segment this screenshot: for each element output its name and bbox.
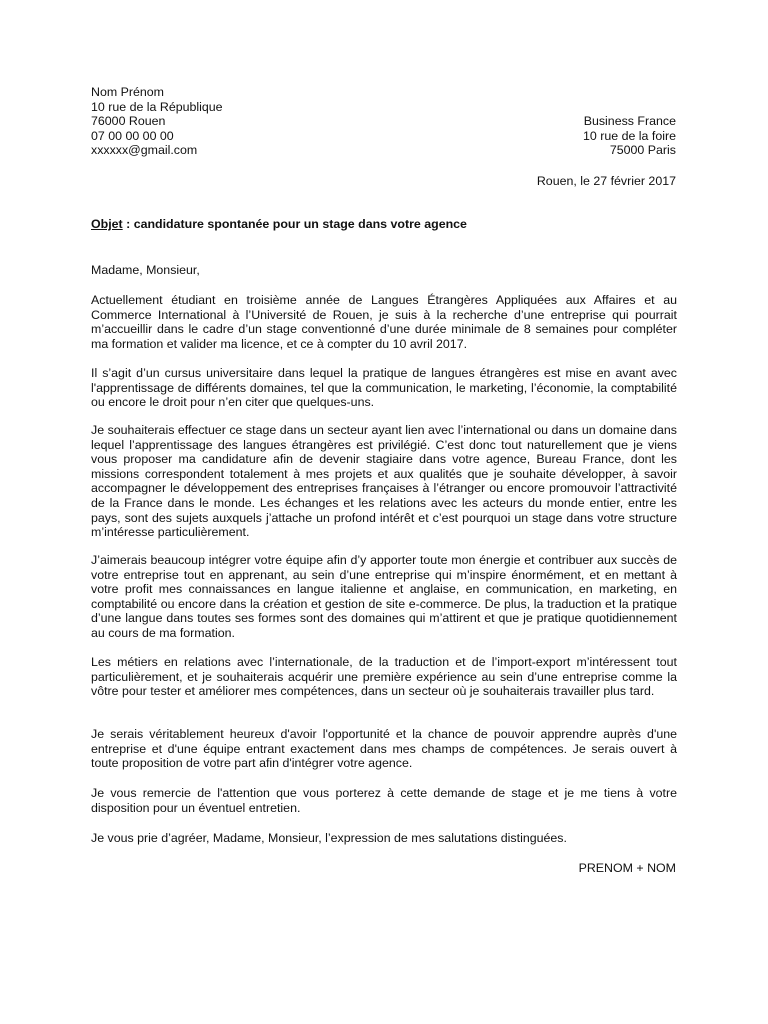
subject-line xyxy=(91,217,467,232)
body-paragraph xyxy=(91,423,677,540)
subject-text: candidature spontanée pour un stage dans votre agence xyxy=(133,217,467,231)
subject-label: Objet xyxy=(91,217,123,231)
sender-email: xxxxxx@gmail.com xyxy=(91,143,198,158)
sender-phone: 07 00 00 00 00 xyxy=(91,128,174,143)
paragraph-text: Les métiers en relations avec l’internationale, de la traduction et de l’import-export m’intéressent tout particulièrement, et je souhaiterais acquérir une première expérience au sein d’une entreprise comme la vôtre pour tester et améliorer mes compétences, dans un secteur où je souhaiterais travailler plus tard. xyxy=(91,655,677,699)
salutation: Madame, Monsieur, xyxy=(91,263,200,277)
body-paragraph xyxy=(91,293,677,351)
paragraph-text: Il s’agit d’un cursus universitaire dans lequel la pratique de langues étrangères est mise en avant avec l'apprentissage de différents domaines, tel que la communication, le marketing, l’économie, la comptabilité ou encore le droit pour n’en citer que quelques-uns. xyxy=(91,366,677,410)
recipient-name: Business France xyxy=(583,114,676,128)
recipient-city: 75000 Paris xyxy=(609,143,676,158)
body-paragraph xyxy=(91,786,677,815)
body-paragraph xyxy=(91,655,677,699)
recipient-address-block xyxy=(583,114,676,158)
sender-address-block xyxy=(91,85,223,158)
paragraph-text: J’aimerais beaucoup intégrer votre équipe afin d’y apporter toute mon énergie et contribuer aux succès de votre entreprise tout en apprenant, au sein d’une entreprise qui m’inspire énormément, et en mettant à votre profit mes connaissances en langue italienne et anglaise, en communication, en marketing, en comptabilité ou encore dans la création et gestion de site e-commerce. De plus, la traduction et la pratique d’une langue dans toutes ses formes sont des domaines qui m’attirent et que je pratique quotidiennement au cours de ma formation. xyxy=(91,553,677,640)
recipient-street: 10 rue de la foire xyxy=(583,128,676,143)
body-paragraph xyxy=(91,553,677,641)
body-paragraph xyxy=(91,727,677,771)
letter-date: Rouen, le 27 février 2017 xyxy=(536,174,676,188)
subject-separator: : xyxy=(122,217,134,231)
closing-formula xyxy=(91,831,677,846)
sender-name: Nom Prénom xyxy=(91,85,164,99)
paragraph-text: Je vous remercie de l'attention que vous porterez à cette demande de stage et je me tiens à votre disposition pour un éventuel entretien. xyxy=(91,786,677,815)
sender-city: 76000 Rouen xyxy=(91,114,166,129)
sender-street: 10 rue de la République xyxy=(91,99,223,114)
paragraph-text: Je serais véritablement heureux d'avoir l'opportunité et la chance de pouvoir apprendre auprès d'une entreprise et d'une équipe entrant exactement dans mes champs de compétences. Je serais ouvert à toute proposition de votre part afin d'intégrer votre agence. xyxy=(91,727,677,771)
paragraph-text: Actuellement étudiant en troisième année de Langues Étrangères Appliquées aux Affaires et au Commerce International à l’Université de Rouen, je suis à la recherche d’une entreprise qui pourrait m’accueillir dans le cadre d’un stage conventionné d’une durée minimale de 8 semaines pour compléter ma formation et valider ma licence, et ce à compter du 10 avril 2017. xyxy=(91,293,677,351)
paragraph-text: Je vous prie d’agréer, Madame, Monsieur, l’expression de mes salutations distinguées. xyxy=(91,831,567,845)
signature: PRENOM + NOM xyxy=(578,861,676,875)
paragraph-text: Je souhaiterais effectuer ce stage dans un secteur ayant lien avec l’international ou dans un domaine dans lequel l’apprentissage des langues étrangères est privilégié. C’est donc tout naturellement que je viens vous proposer ma candidature afin de devenir stagiaire dans votre agence, Bureau France, dont les missions correspondent totalement à mes projets et aux qualités que je souhaite développer, à savoir accompagner le développement des entreprises françaises à l’étranger ou encore promouvoir l’attractivité de la France dans le monde. Les échanges et les relations avec les acteurs du monde entier, entre les pays, sont des sujets auxquels j’attache un profond intérêt et c’est pourquoi un stage dans votre structure m’intéresse particulièrement. xyxy=(91,423,677,540)
body-paragraph xyxy=(91,366,677,410)
